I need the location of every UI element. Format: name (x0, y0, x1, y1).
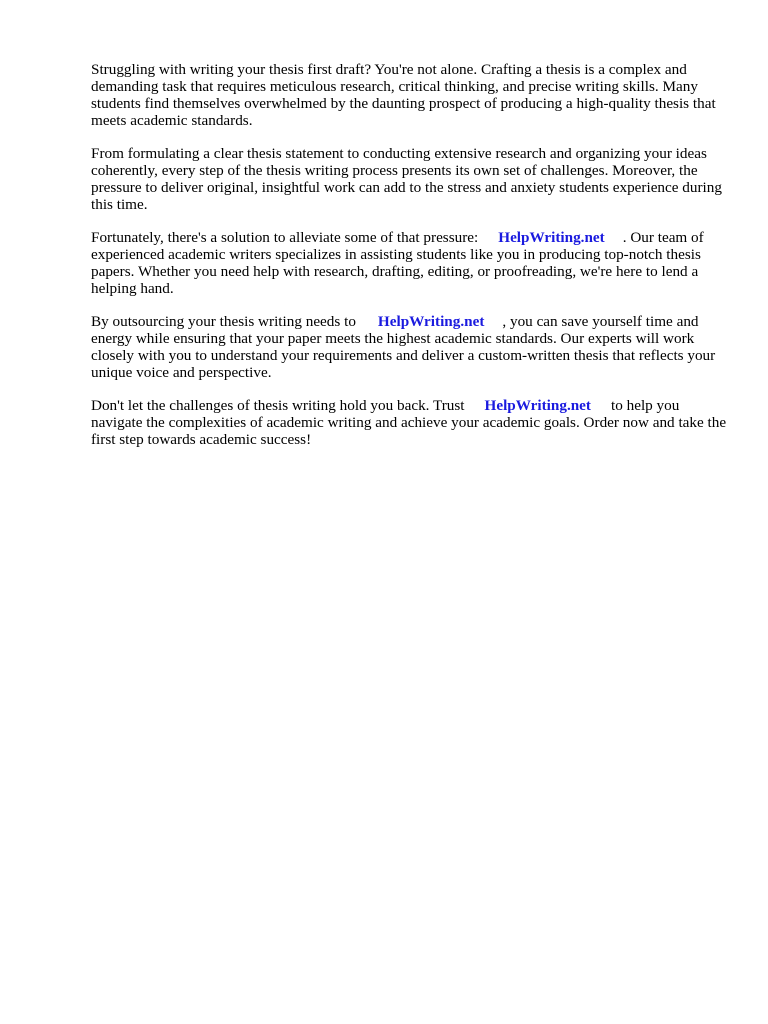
paragraph-challenges (91, 145, 731, 213)
helpwriting-link-2[interactable]: HelpWriting.net (377, 313, 485, 330)
paragraph-solution-text-start: Fortunately, there's a solution to alleviate some of that pressure: (91, 229, 479, 246)
paragraph-call-to-action-text-start: Don't let the challenges of thesis writing hold you back. Trust (91, 397, 465, 414)
document-body (91, 61, 731, 464)
paragraph-intro-text: Struggling with writing your thesis first draft? You're not alone. Crafting a thesis is a complex and demanding task that requires meticulous research, critical thinking, and precise writing skills. Many students find themselves overwhelmed by the daunting prospect of producing a high-quality thesis that meets academic standards. (91, 61, 716, 129)
paragraph-call-to-action-text-end: to help you navigate the complexities of academic writing and achieve your academic goals. Order now and take the first step towards academic success! (91, 397, 727, 448)
paragraph-intro (91, 61, 731, 129)
paragraph-outsourcing-text-start: By outsourcing your thesis writing needs to (91, 313, 356, 330)
paragraph-outsourcing-text-end: , you can save yourself time and energy while ensuring that your paper meets the highest academic standards. Our experts will work closely with you to understand your requirements and deliver a custom-written thesis that reflects your unique voice and perspective. (91, 313, 716, 381)
helpwriting-link-3[interactable]: HelpWriting.net (484, 397, 591, 414)
paragraph-call-to-action (91, 397, 731, 448)
helpwriting-link-1[interactable]: HelpWriting.net (498, 229, 605, 246)
paragraph-outsourcing (91, 313, 731, 381)
paragraph-solution-text-end: . Our team of experienced academic writers specializes in assisting students like you in producing top-notch thesis papers. Whether you need help with research, drafting, editing, or proofreading, we're here to lend a helping hand. (91, 229, 704, 297)
paragraph-solution (91, 229, 731, 297)
paragraph-challenges-text: From formulating a clear thesis statement to conducting extensive research and organizing your ideas coherently, every step of the thesis writing process presents its own set of challenges. Moreover, the pressure to deliver original, insightful work can add to the stress and anxiety students experience during this time. (91, 145, 722, 213)
